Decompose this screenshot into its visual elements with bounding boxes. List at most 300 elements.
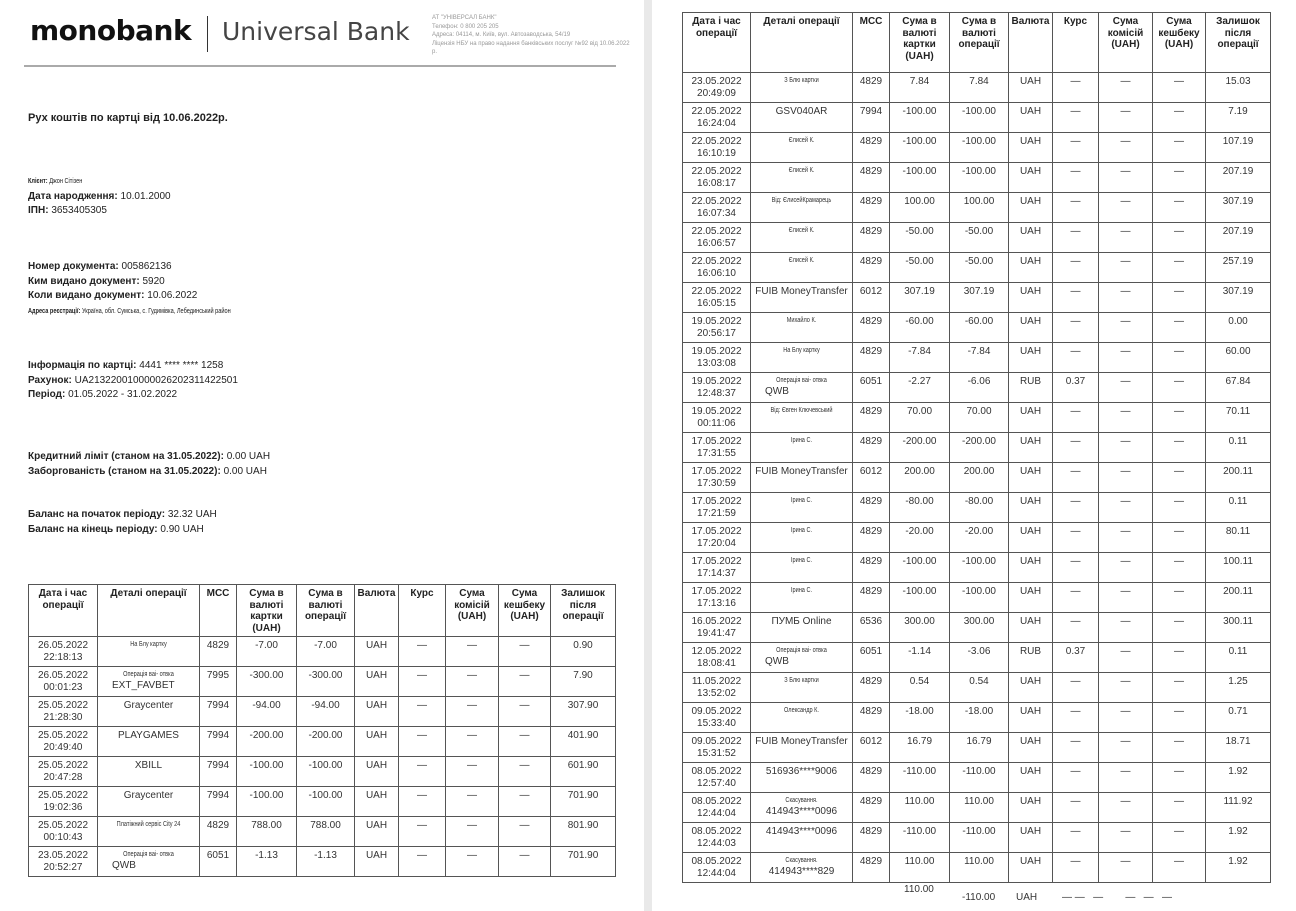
cell-datetime (683, 613, 751, 643)
cell-cashback (1153, 73, 1206, 103)
table-row (683, 403, 1271, 433)
cell-op-amount (950, 823, 1009, 853)
cell-text: — (1120, 676, 1131, 687)
cell-text: — (1120, 466, 1131, 477)
cell-text: 516936****9006 (765, 766, 838, 777)
cell-balance (1206, 493, 1271, 523)
cell-rate (399, 697, 446, 727)
cell-details (98, 727, 200, 757)
cell-cashback (1153, 673, 1206, 703)
cell-cashback (499, 697, 551, 727)
cell-text: — (1120, 136, 1131, 147)
cell-details (98, 667, 200, 697)
cell-text: 23.05.2022 (37, 850, 89, 861)
cell-text: 20:49:40 (43, 742, 83, 753)
header-divider (24, 65, 616, 67)
cell-details (751, 103, 853, 133)
cell-text: UAH (1019, 556, 1042, 567)
cell-text: — (1174, 676, 1184, 687)
cell-text: 1.92 (1228, 826, 1248, 837)
cell-details (751, 703, 853, 733)
cell-fee (1099, 703, 1153, 733)
cell-rate (399, 787, 446, 817)
cell-text: -6.06 (967, 376, 991, 387)
cell-currency (1009, 673, 1053, 703)
detail-caption: Скасування. (785, 797, 818, 804)
cell-currency (1009, 733, 1053, 763)
cell-text: 6012 (859, 286, 883, 297)
column-header: Сума кешбеку (UAH) (499, 585, 551, 637)
end-balance: 0.90 UAH (160, 523, 204, 535)
cell-balance (551, 727, 616, 757)
cell-text: — (1174, 796, 1184, 807)
cell-card-amount (237, 757, 297, 787)
cell-text: — (1174, 466, 1184, 477)
cell-currency (1009, 433, 1053, 463)
cell-fee (1099, 103, 1153, 133)
cell-text: 0.54 (969, 676, 989, 687)
cell-text: 100.00 (963, 196, 995, 207)
cell-balance (551, 697, 616, 727)
cell-rate (1053, 853, 1099, 883)
cell-text: -300.00 (249, 670, 284, 681)
cell-text: 107.19 (1222, 136, 1254, 147)
cell-cashback (1153, 493, 1206, 523)
table-row (29, 727, 616, 757)
cell-text: — (1174, 256, 1184, 267)
cell-text: — (1174, 436, 1184, 447)
cell-text: 6051 (859, 376, 883, 387)
cell-text: — (417, 700, 427, 711)
cell-rate (1053, 523, 1099, 553)
cell-datetime (683, 283, 751, 313)
cell-text: 17:14:37 (697, 568, 736, 579)
cell-datetime (683, 643, 751, 673)
cell-text: UAH (1019, 76, 1042, 87)
cell-text: UAH (1019, 346, 1042, 357)
doc-number: 005862136 (121, 261, 172, 272)
cell-text: — (1070, 826, 1081, 837)
cell-card-amount (890, 493, 950, 523)
cell-currency (355, 637, 399, 667)
cell-text: — (417, 670, 427, 681)
detail-caption: З Блю картки (784, 77, 819, 84)
cell-text: -60.00 (964, 316, 994, 327)
cell-details (751, 673, 853, 703)
detail-caption: Єлисей К. (788, 167, 815, 174)
table-row (29, 757, 616, 787)
cell-text: 0.00 (1228, 316, 1248, 327)
cell-card-amount (237, 637, 297, 667)
cell-details (751, 223, 853, 253)
cell-op-amount (950, 73, 1009, 103)
cell-text: — (1174, 586, 1184, 597)
cell-text: — (1174, 856, 1184, 867)
cell-text: -50.00 (964, 256, 994, 267)
cell-rate (1053, 493, 1099, 523)
cell-text: — (417, 850, 427, 861)
cell-cashback (1153, 763, 1206, 793)
cell-text: 16:05:15 (697, 298, 736, 309)
cell-text: 110.00 (904, 856, 935, 867)
cell-text: 7994 (206, 760, 230, 771)
cell-text: -50.00 (964, 226, 994, 237)
balance-info (28, 508, 217, 537)
cell-text: 307.19 (904, 286, 935, 297)
cell-text: — (1174, 106, 1184, 117)
cell-text: -100.00 (962, 136, 996, 147)
cell-text: — (1070, 346, 1081, 357)
cell-op-amount (950, 193, 1009, 223)
cell-text: 788.00 (251, 820, 282, 831)
cell-text: — (1120, 496, 1131, 507)
cell-balance (551, 817, 616, 847)
cell-text: 7994 (206, 700, 230, 711)
universal-bank-logo: Universal Bank (222, 17, 410, 46)
cell-balance (1206, 643, 1271, 673)
table-row (29, 637, 616, 667)
cell-text: — (1120, 436, 1131, 447)
cell-text: 22.05.2022 (691, 226, 742, 237)
cell-rate (1053, 673, 1099, 703)
cell-cashback (1153, 793, 1206, 823)
cell-datetime (683, 103, 751, 133)
table-row (683, 553, 1271, 583)
cell-text: 4829 (859, 406, 883, 417)
cell-fee (1099, 373, 1153, 403)
cell-currency (1009, 133, 1053, 163)
table-row (683, 793, 1271, 823)
table-row (683, 643, 1271, 673)
table-row (683, 373, 1271, 403)
cell-text: — (1174, 166, 1184, 177)
cell-mcc (853, 823, 890, 853)
cell-text: — (519, 730, 530, 741)
cell-text: — (1120, 76, 1131, 87)
cell-text: 16.79 (906, 736, 933, 747)
cell-cashback (1153, 253, 1206, 283)
cell-text: 25.05.2022 (37, 820, 89, 831)
transactions-table-1 (28, 584, 616, 877)
cell-rate (1053, 703, 1099, 733)
cell-text: 1.92 (1228, 856, 1248, 867)
cell-mcc (853, 343, 890, 373)
cell-balance (1206, 463, 1271, 493)
cell-rate (1053, 823, 1099, 853)
cell-text: 12:44:04 (697, 868, 736, 879)
cell-text: Graycenter (123, 790, 174, 801)
transactions-table-2 (682, 12, 1271, 883)
cell-text: 0.11 (1228, 646, 1248, 657)
cell-text: UAH (1019, 676, 1042, 687)
cell-text: 22:18:13 (43, 652, 83, 663)
cell-details (751, 733, 853, 763)
cell-text: 19:41:47 (697, 628, 736, 639)
cell-text: — (1120, 556, 1131, 567)
cell-cashback (1153, 103, 1206, 133)
table-row (683, 463, 1271, 493)
cell-currency (1009, 613, 1053, 643)
cell-text: — (1070, 466, 1081, 477)
cell-text: -7.00 (314, 640, 337, 651)
cell-text: 12:44:03 (697, 838, 736, 849)
credit-limit: 0.00 UAH (226, 451, 271, 462)
detail-caption: На Блу картку (783, 347, 820, 354)
cell-text: UAH (1019, 196, 1042, 207)
cell-text: 601.90 (567, 760, 599, 771)
cell-mcc (853, 673, 890, 703)
period-label: Період: (28, 389, 66, 400)
cell-text: 7995 (206, 670, 230, 681)
cell-text: — (1070, 586, 1081, 597)
cell-currency (1009, 523, 1053, 553)
table-row (683, 613, 1271, 643)
cell-text: -300.00 (308, 670, 343, 681)
period-value: 01.05.2022 - 31.02.2022 (68, 389, 178, 400)
cell-text: UAH (1019, 526, 1042, 537)
cell-mcc (200, 697, 237, 727)
cell-rate (1053, 223, 1099, 253)
cell-text: 25.05.2022 (37, 730, 89, 741)
cell-text: 4829 (859, 856, 883, 867)
cell-text: 0.90 (573, 640, 593, 651)
cell-fee (1099, 853, 1153, 883)
detail-caption: Ірина С. (790, 437, 813, 444)
cell-cashback (1153, 853, 1206, 883)
cell-text: -7.84 (908, 346, 931, 357)
cell-text: -200.00 (249, 730, 284, 741)
cell-fee (446, 847, 499, 877)
cell-op-amount (950, 613, 1009, 643)
cell-rate (399, 637, 446, 667)
cell-text: — (1070, 556, 1081, 567)
cell-rate (1053, 253, 1099, 283)
table-row (29, 787, 616, 817)
statement-title: Рух коштів по картці від 10.06.2022р. (28, 112, 228, 124)
cell-text: 4829 (859, 226, 883, 237)
cell-text: 67.84 (1225, 376, 1251, 387)
cell-text: FUIB MoneyTransfer (755, 286, 848, 297)
detail-caption: З Блю картки (784, 677, 819, 684)
cell-text: 08.05.2022 (691, 826, 742, 837)
cell-mcc (200, 757, 237, 787)
cell-fee (446, 817, 499, 847)
cell-text: 0.37 (1065, 646, 1086, 657)
cell-text: 4829 (859, 346, 883, 357)
cell-text: 100.00 (904, 196, 935, 207)
cell-fee (1099, 403, 1153, 433)
doc-date: 10.06.2022 (147, 290, 198, 301)
cell-card-amount (237, 697, 297, 727)
cell-card-amount (890, 223, 950, 253)
cell-card-amount (237, 727, 297, 757)
cell-details (751, 163, 853, 193)
cell-text: — (417, 820, 427, 831)
cell-text: 18.71 (1225, 736, 1251, 747)
cell-text: 4829 (859, 196, 883, 207)
cell-text: 307.19 (1222, 196, 1254, 207)
cell-mcc (853, 703, 890, 733)
cell-text: — (1070, 166, 1081, 177)
cell-text: UAH (1019, 616, 1042, 627)
cell-text: -100.00 (902, 106, 937, 117)
cell-text: — (1174, 736, 1184, 747)
cell-text: — (1174, 376, 1184, 387)
cell-balance (551, 637, 616, 667)
detail-caption: Від: ЄлисейКрамарець (771, 197, 832, 204)
cell-text: 200.00 (963, 466, 995, 477)
table-row (683, 313, 1271, 343)
cell-datetime (683, 403, 751, 433)
cell-text: — (1174, 706, 1184, 717)
cell-card-amount (890, 583, 950, 613)
cell-text: — (1120, 196, 1131, 207)
cell-text: -100.00 (902, 586, 937, 597)
cell-datetime (683, 583, 751, 613)
cell-datetime (683, 523, 751, 553)
cell-fee (1099, 793, 1153, 823)
cell-details (98, 847, 200, 877)
ghost-dashes: — — — — — — (1062, 892, 1173, 903)
cell-cashback (1153, 643, 1206, 673)
cell-op-amount (950, 433, 1009, 463)
cell-currency (1009, 193, 1053, 223)
cell-cashback (499, 727, 551, 757)
cell-card-amount (890, 553, 950, 583)
cell-mcc (853, 643, 890, 673)
cell-op-amount (950, 343, 1009, 373)
client-name: Джон Сітізен (49, 178, 83, 185)
cell-balance (1206, 673, 1271, 703)
cell-text: 12.05.2022 (691, 646, 742, 657)
cell-text: — (1174, 136, 1184, 147)
column-header: Сума комісій (UAH) (446, 585, 499, 637)
cell-details (98, 817, 200, 847)
cell-datetime (683, 673, 751, 703)
cell-card-amount (890, 403, 950, 433)
cell-details (98, 757, 200, 787)
cell-op-amount (950, 253, 1009, 283)
cell-balance (1206, 133, 1271, 163)
cell-details (751, 793, 853, 823)
cell-text: — (519, 820, 530, 831)
cell-text: UAH (365, 700, 388, 711)
cell-text: — (519, 760, 530, 771)
cell-text: 20:52:27 (43, 862, 83, 873)
cell-text: 207.19 (1222, 226, 1254, 237)
doc-number-label: Номер документа: (28, 261, 119, 272)
doc-issuer: 5920 (142, 275, 165, 287)
cell-text: -110.00 (962, 826, 996, 837)
cell-text: 17.05.2022 (691, 436, 742, 447)
cell-mcc (853, 313, 890, 343)
cell-text: XBILL (134, 760, 163, 771)
cell-datetime (29, 787, 98, 817)
cell-rate (1053, 793, 1099, 823)
cell-currency (1009, 463, 1053, 493)
cell-cashback (1153, 313, 1206, 343)
cell-text: — (1174, 316, 1184, 327)
cell-text: -100.00 (902, 166, 937, 177)
cell-fee (1099, 493, 1153, 523)
cell-text: — (1070, 706, 1081, 717)
detail-caption: Платіжний сервіс City 24 (116, 821, 181, 828)
cell-text: 22.05.2022 (691, 256, 742, 267)
cell-text: 12:48:37 (697, 388, 736, 399)
cell-text: -20.00 (964, 526, 994, 537)
cell-op-amount (297, 847, 355, 877)
cell-text: 16:06:10 (697, 268, 736, 279)
cell-text: — (1174, 196, 1184, 207)
cell-balance (1206, 553, 1271, 583)
cell-text: 09.05.2022 (691, 736, 742, 747)
ghost-op-sum: -110.00 (962, 892, 996, 903)
cell-text: -200.00 (902, 436, 937, 447)
cell-text: UAH (1019, 286, 1042, 297)
cell-card-amount (890, 523, 950, 553)
cell-op-amount (297, 667, 355, 697)
cell-text: UAH (1019, 736, 1042, 747)
cell-details (751, 283, 853, 313)
cell-mcc (853, 493, 890, 523)
cell-details (751, 253, 853, 283)
doc-issuer-label: Ким видано документ: (28, 275, 140, 287)
cell-text: 1.25 (1228, 676, 1248, 687)
cell-text: -100.00 (962, 556, 996, 567)
cell-datetime (683, 793, 751, 823)
cell-text: UAH (365, 790, 388, 801)
cell-text: 70.11 (1225, 406, 1251, 417)
cell-datetime (29, 817, 98, 847)
cell-text: 25.05.2022 (37, 760, 89, 771)
table-row (683, 343, 1271, 373)
cell-balance (551, 787, 616, 817)
cell-op-amount (950, 583, 1009, 613)
cell-text: — (519, 640, 530, 651)
cell-text: 17.05.2022 (691, 526, 742, 537)
cell-text: 08.05.2022 (691, 856, 742, 867)
cell-datetime (29, 667, 98, 697)
detail-caption: Єлисей К. (788, 137, 815, 144)
cell-mcc (200, 637, 237, 667)
cell-text: UAH (1019, 256, 1042, 267)
cell-text: — (1174, 526, 1184, 537)
cell-text: — (519, 850, 530, 861)
cell-mcc (200, 817, 237, 847)
cell-card-amount (890, 643, 950, 673)
cell-balance (1206, 253, 1271, 283)
cell-text: — (1174, 226, 1184, 237)
ipn-value: 3653405305 (51, 205, 107, 216)
cell-text: — (417, 760, 427, 771)
cell-mcc (853, 163, 890, 193)
table-row (683, 733, 1271, 763)
cell-currency (1009, 793, 1053, 823)
bank-phone: Телефон: 0 800 205 205 (432, 23, 499, 30)
cell-text: — (1070, 616, 1081, 627)
cell-text: — (467, 790, 477, 801)
cell-text: UAH (1019, 706, 1042, 717)
cell-card-amount (890, 703, 950, 733)
bank-address: Адреса: 04114, м. Київ, вул. Автозаводська, 54/19 (432, 32, 571, 39)
cell-text: 0.54 (909, 676, 930, 687)
cell-currency (355, 667, 399, 697)
cell-op-amount (950, 283, 1009, 313)
table-row (683, 853, 1271, 883)
cell-text: 110.00 (964, 796, 994, 807)
cell-text: UAH (1019, 136, 1042, 147)
cell-text: — (1070, 76, 1081, 87)
